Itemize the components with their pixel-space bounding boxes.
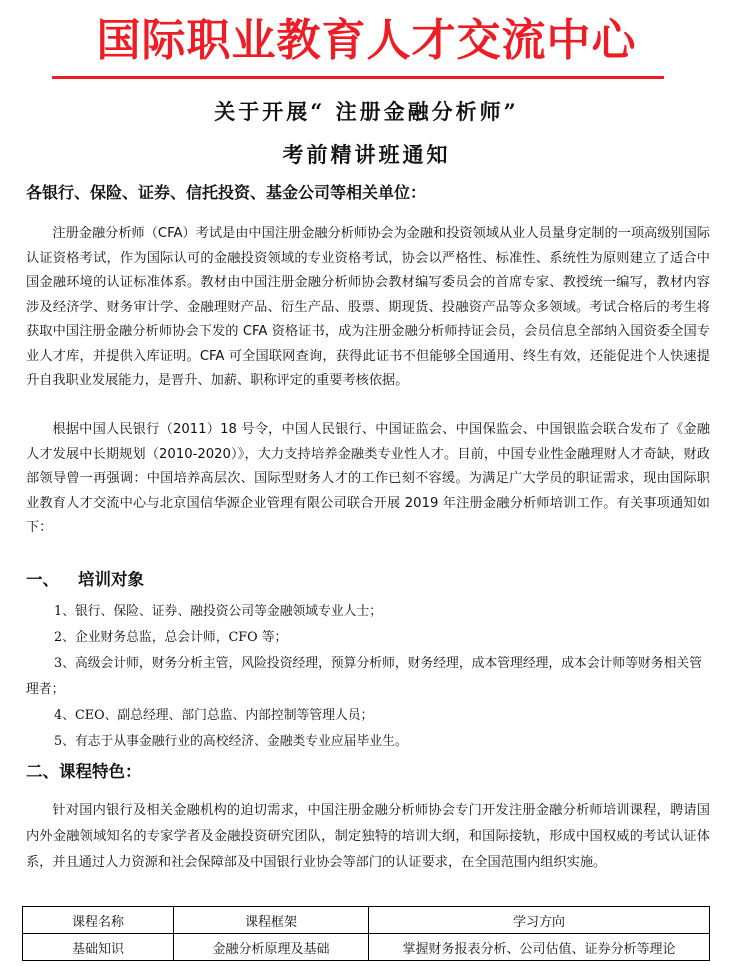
red-divider-line bbox=[52, 76, 664, 79]
table-header-cell: 学习方向 bbox=[369, 907, 710, 934]
table-header-cell: 课程框架 bbox=[174, 907, 369, 934]
table-header-row bbox=[23, 907, 710, 934]
salutation: 各银行、保险、证券、信托投资、基金公司等相关单位： bbox=[26, 183, 427, 202]
list-item: 5、有志于从事金融行业的高校经济、金融类专业应届毕业生。 bbox=[54, 734, 408, 749]
list-item: 1、银行、保险、证券、融投资公司等金融领域专业人士； bbox=[54, 604, 383, 619]
background-paragraph: 根据中国人民银行（2011）18 号令，中国人民银行、中国证监会、中国保监会、中国银监会联合发布了《金融人才发展中长期规划（2010-2020）》，大力支持培养金融类专业性人才。目前，中国专业性金融理财人才奇缺，财政部领导曾一再强调：中国培养高层次、国际型财务人才的工作已刻不容缓。为满足广大学员的职证需求，现由国际职业教育人才交流中心与北京国信华源企业管理有限公司联合开展 2019 年注册金融分析师培训工作。有关事项通知如下： bbox=[26, 422, 710, 535]
table-cell: 基础知识 bbox=[23, 934, 174, 961]
table-cell: 掌握财务报表分析、公司估值、证券分析等理论 bbox=[369, 934, 710, 961]
course-features-paragraph: 针对国内银行及相关金融机构的迫切需求，中国注册金融分析师协会专门开发注册金融分析师培训课程，聘请国内外金融领域知名的专家学者及金融投资研究团队，制定独特的培训大纲，和国际接轨，形成中国权威的考试认证体系，并且通过人力资源和社会保障部及中国银行业协会等部门的认证要求，在全国范围内组织实施。 bbox=[26, 803, 710, 870]
table-header-cell: 课程名称 bbox=[23, 907, 174, 934]
notice-title-line1: 关于开展“ 注册金融分析师” bbox=[214, 99, 519, 124]
list-item: 4、CEO、副总经理、部门总监、内部控制等管理人员； bbox=[54, 708, 374, 723]
section-number: 一、 bbox=[26, 570, 59, 589]
course-table bbox=[22, 906, 710, 961]
section-title: 培训对象 bbox=[78, 570, 144, 589]
table-cell: 金融分析原理及基础 bbox=[174, 934, 369, 961]
notice-title-line2: 考前精讲班通知 bbox=[282, 142, 451, 167]
organization-masthead: 国际职业教育人才交流中心 bbox=[96, 15, 637, 66]
list-item: 3、高级会计师，财务分析主管，风险投资经理，预算分析师，财务经理，成本管理经理，成本会计师等财务相关管理者； bbox=[26, 656, 702, 697]
intro-paragraph: 注册金融分析师（CFA）考试是由中国注册金融分析师协会为金融和投资领域从业人员量身定制的一项高级别国际认证资格考试，作为国际认可的金融投资领域的专业资格考试，协会以严格性、标准性、系统性为原则建立了适合中国金融环境的认证标准体系。教材由中国注册金融分析师协会教材编写委员会的首席专家、教授统一编写，教材内容涉及经济学、财务审计学、金融理财产品、衍生产品、股票、期现货、投融资产品等众多领域。考试合格后的考生将获取中国注册金融分析师协会下发的 CFA 资格证书，成为注册金融分析师持证会员，会员信息全部纳入国资委全国专业人才库，并提供入库证明。CFA 可全国联网查询，获得此证书不但能够全国通用、终生有效，还能促进个人快速提升自我职业发展能力，是晋升、加薪、职称评定的重要考核依据。 bbox=[26, 226, 710, 388]
section-heading-course-features: 二、课程特色： bbox=[26, 762, 142, 781]
list-item: 2、企业财务总监，总会计师，CFO 等； bbox=[54, 630, 288, 645]
table-row bbox=[23, 934, 710, 961]
training-targets-list bbox=[26, 599, 710, 755]
section-heading-training-targets bbox=[26, 568, 144, 592]
